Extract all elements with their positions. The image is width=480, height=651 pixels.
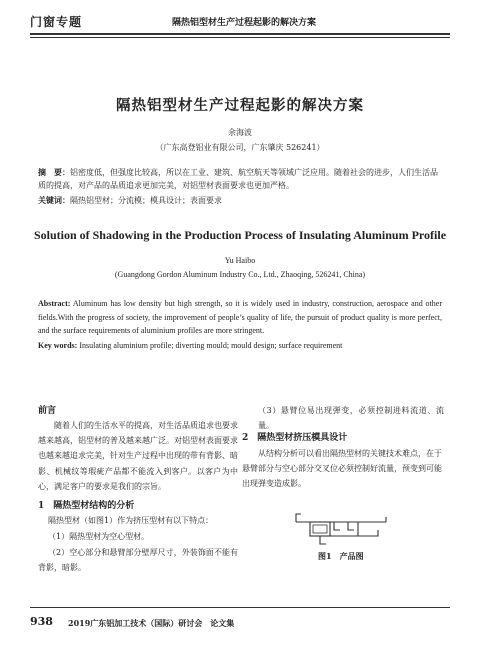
author-cn: 余海波 xyxy=(228,128,252,137)
keywords-en-text: Insulating aluminium profile; diverting mould; mould design; surface requirement xyxy=(77,341,343,350)
keywords-en xyxy=(38,339,442,352)
abstract-cn-text: 铝密度低，但强度比较高，所以在工业、建筑、航空航天等领域广泛应用。随着社会的进步，人们生活品质的提高，对产品的品质追求更加完美，对铝型材表面要求也更加严格。 xyxy=(38,168,438,190)
keywords-cn xyxy=(38,194,442,207)
section-1-item-2: （2）空心部分和悬臂部分壁厚尺寸，外装饰面不能有背影，暗影。 xyxy=(38,548,238,573)
running-header-title: 隔热铝型材生产过程起影的解决方案 xyxy=(172,18,317,28)
keywords-cn-label: 关键词： xyxy=(38,195,70,205)
section-1-item-3: （3）悬臂位易出现弹变，必须控制进料流道、流量。 xyxy=(258,406,444,431)
affiliation-en: (Guangdong Gordon Aluminum Industry Co., Ltd., Zhaoqing, 526241, China) xyxy=(114,270,366,279)
profile-cross-section-figure xyxy=(288,500,393,550)
section-1-item-1: （1）隔热型材为空心型材。 xyxy=(48,532,150,541)
abstract-cn-label: 摘 要： xyxy=(38,167,70,177)
page-number: 938 xyxy=(30,615,53,628)
section-1-intro: 隔热型材（如图1）作为挤压型材有以下特点： xyxy=(48,516,214,525)
header-rule-thin xyxy=(30,37,450,38)
section-heading-preface: 前言 xyxy=(38,406,57,416)
preface-paragraph: 随着人们的生活水平的提高，对生活品质追求也要求越来越高，铝型材的普及越来越广泛。对铝型材表面要求也越来越追求完美，针对生产过程中出现的带有背影、暗影、机械纹等瑕疵产品都不能流入到客户。以客户为中心，满足客户的要求是我们的宗旨。 xyxy=(38,421,238,491)
author-en: Yu Haibo xyxy=(224,256,256,265)
abstract-en-text: Aluminum has low density but high strength, so it is widely used in industry, construction, aerospace and other fields.With the progress of society, the improvement of people’s quality of life, the pursuit of product quality is more perfect, and the surface requirements of aluminium profiles are more stringent. xyxy=(38,299,442,336)
journal-section-label: 门窗专题 xyxy=(30,15,83,29)
affiliation-cn: （广东高登铝业有限公司，广东肇庆 526241） xyxy=(155,143,325,152)
keywords-en-label: Key words: xyxy=(38,341,78,350)
abstract-en xyxy=(38,297,442,338)
abstract-en-label: Abstract: xyxy=(38,299,71,308)
section-heading-1: 1 隔热型材结构的分析 xyxy=(38,501,135,511)
section-2-paragraph: 从结构分析可以看出隔热型材的关键技术难点，在于悬臂部分与空心部分交叉位必须控制好流量，预变到可能出现弹变造成影。 xyxy=(242,449,442,489)
footer-proceedings-title: 2019广东铝加工技术（国际）研讨会 论文集 xyxy=(68,618,235,628)
footer-rule xyxy=(30,607,450,608)
figure-caption: 图1 产品图 xyxy=(318,551,364,561)
keywords-cn-text: 隔热铝型材；分流模；模具设计；表面要求 xyxy=(70,196,222,205)
paper-title-en: Solution of Shadowing in the Production Process of Insulating Aluminum Profile xyxy=(33,228,447,242)
paper-title-cn: 隔热铝型材生产过程起影的解决方案 xyxy=(116,97,364,114)
abstract-cn xyxy=(38,166,442,192)
header-rule xyxy=(30,33,450,35)
section-heading-2: 2 隔热型材挤压模具设计 xyxy=(242,433,348,443)
